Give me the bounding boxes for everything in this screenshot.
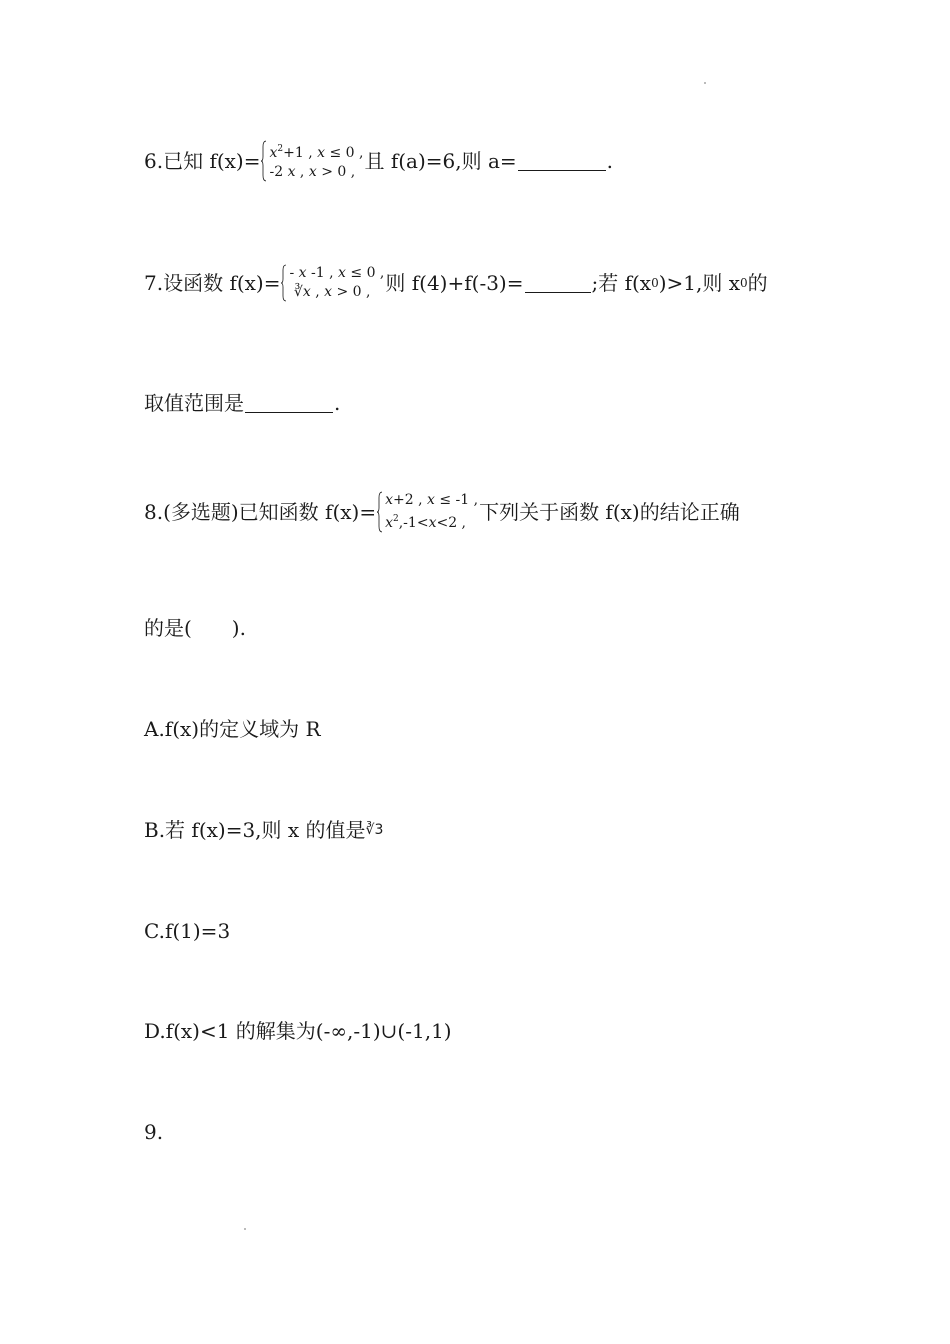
q6-case-1: $x^2+1$ , x ≤ 0 , bbox=[269, 144, 364, 161]
q7-after-sub: )>1,则 x bbox=[658, 271, 741, 295]
q7-answer-blank-2[interactable] bbox=[245, 394, 333, 413]
q7-after-blank: ;若 f(x bbox=[591, 271, 652, 295]
q8-prefix: 8.(多选题)已知函数 f(x)= bbox=[144, 500, 377, 524]
left-brace-icon bbox=[281, 264, 287, 302]
scan-speck bbox=[244, 1228, 246, 1230]
q8-case-1: x+2 , x ≤ -1 , bbox=[385, 492, 479, 508]
q6-end: . bbox=[606, 149, 614, 173]
q7-tail: 的 bbox=[747, 271, 768, 295]
q7-case-1: - x -1 , x ≤ 0 , bbox=[289, 265, 385, 281]
q7-piecewise bbox=[281, 264, 384, 302]
q8-case-2: $x^2,-1<x<2$ , bbox=[385, 514, 467, 531]
option-d-text: D.f(x)<1 的解集为(-∞,-1)∪(-1,1) bbox=[144, 1019, 452, 1043]
q6-prefix: 6.已知 f(x)= bbox=[144, 149, 261, 173]
q9-label: 9. bbox=[144, 1120, 164, 1144]
q6-answer-blank[interactable] bbox=[518, 152, 606, 171]
option-a[interactable] bbox=[144, 717, 321, 741]
q7-subscript-2: 0 bbox=[740, 276, 748, 290]
option-b-text: B.若 f(x)=3,则 x 的值是 bbox=[144, 818, 366, 842]
q7-case-2: ∛x , x > 0 , bbox=[289, 284, 371, 300]
question-9 bbox=[144, 1120, 163, 1144]
q6-case-2: -2 x , x > 0 , bbox=[269, 164, 356, 180]
scan-speck bbox=[704, 82, 706, 84]
option-b[interactable] bbox=[144, 818, 383, 842]
question-7 bbox=[144, 264, 768, 302]
option-b-root: ∛3 bbox=[365, 822, 384, 838]
q7-subscript: 0 bbox=[651, 276, 659, 290]
q8-piecewise bbox=[377, 491, 478, 533]
option-c[interactable] bbox=[144, 919, 230, 943]
option-d[interactable] bbox=[144, 1019, 452, 1043]
question-8 bbox=[144, 491, 740, 533]
q8-suffix: 下列关于函数 f(x)的结论正确 bbox=[479, 500, 740, 524]
option-a-text: A.f(x)的定义域为 R bbox=[144, 717, 321, 741]
left-brace-icon bbox=[377, 491, 383, 533]
q7-prefix: 7.设函数 f(x)= bbox=[144, 271, 281, 295]
question-6 bbox=[144, 140, 613, 182]
q7-mid: 则 f(4)+f(-3)= bbox=[385, 271, 524, 295]
question-8-line-2 bbox=[144, 616, 246, 640]
q7-answer-blank-1[interactable] bbox=[525, 274, 591, 293]
q6-suffix: 且 f(a)=6,则 a= bbox=[364, 149, 517, 173]
q8-line2: 的是( ). bbox=[144, 616, 246, 640]
q6-piecewise bbox=[261, 140, 363, 182]
question-7-line-2 bbox=[144, 391, 340, 415]
q7-end: . bbox=[334, 391, 341, 415]
q7-line2: 取值范围是 bbox=[144, 391, 244, 415]
option-c-text: C.f(1)=3 bbox=[144, 919, 231, 943]
left-brace-icon bbox=[261, 140, 267, 182]
